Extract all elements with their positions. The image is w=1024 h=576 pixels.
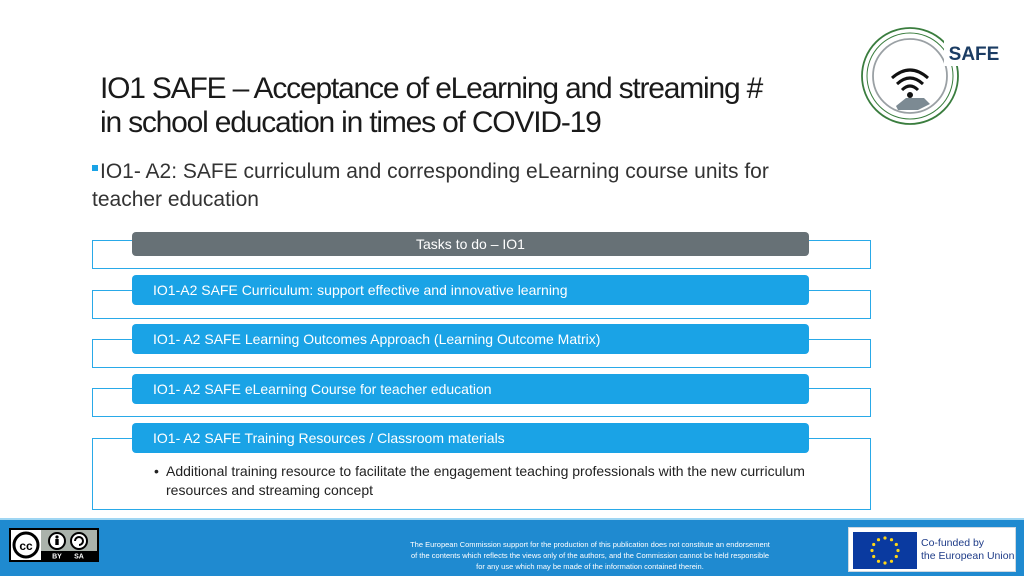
wifi-hand-icon [858,24,1008,128]
main-bullet [92,158,792,214]
main-bullet-text: IO1- A2: SAFE curriculum and corresponding eLearning course units for teacher education [92,160,769,211]
eu-cofunded-text [921,537,1014,563]
safe-logo [858,24,1008,128]
eu-cofunded-badge [848,527,1016,572]
disclaimer-line3: for any use which may be made of the information contained therein. [476,562,704,571]
disclaimer-line1: The European Commission support for the production of this publication does not constitute an endorsement [410,540,770,549]
eu-disclaimer [360,539,820,572]
sub-bullet-text: Additional training resource to facilitate the engagement teaching professionals with the new curriculum resources and streaming concept [166,463,805,498]
task-item-elearning-course: IO1- A2 SAFE eLearning Course for teacher education [132,374,809,404]
square-bullet-icon [92,165,98,171]
tasks-header-bar: Tasks to do – IO1 [132,232,809,256]
task-item-training-resources: IO1- A2 SAFE Training Resources / Classroom materials [132,423,809,453]
slide-title [100,72,820,140]
cc-sa-label: SA [74,553,84,560]
eu-flag-icon [853,532,917,569]
slide-title-line1: IO1 SAFE – Acceptance of eLearning and streaming # [100,72,763,105]
svg-text:cc: cc [19,539,33,553]
slide-title-line2: in school education in times of COVID-19 [100,106,601,139]
task-item-curriculum: IO1-A2 SAFE Curriculum: support effective and innovative learning [132,275,809,305]
dot-bullet-icon: • [154,463,159,479]
disclaimer-line2: of the contents which reflects the views only of the authors, and the Commission cannot be held responsible [410,551,770,560]
eu-line2: the European Union [921,550,1015,562]
cc-by-label: BY [52,553,62,560]
task-item-learning-outcomes: IO1- A2 SAFE Learning Outcomes Approach (Learning Outcome Matrix) [132,324,809,354]
sub-bullet [150,462,830,500]
cc-by-sa-icon [9,528,99,562]
logo-text: SAFE [948,44,1000,65]
eu-line1: Co-funded by [921,537,985,549]
